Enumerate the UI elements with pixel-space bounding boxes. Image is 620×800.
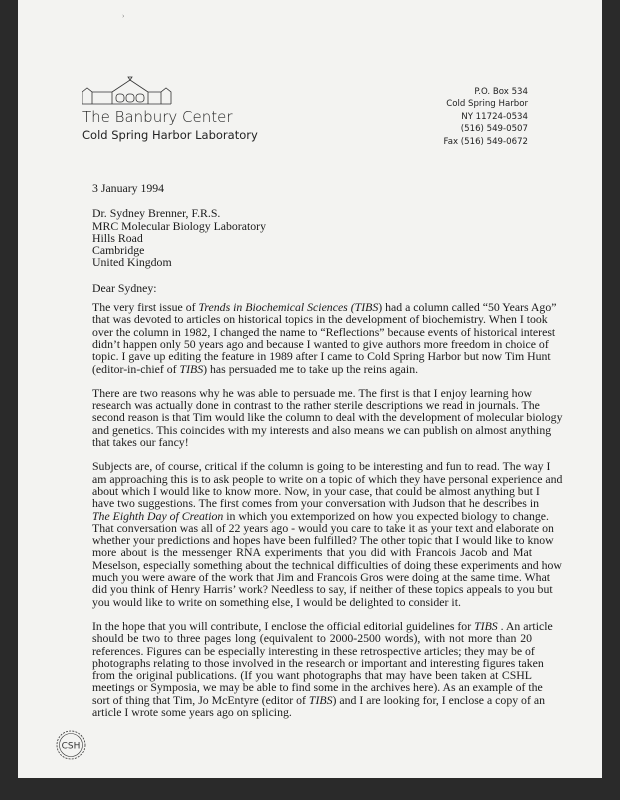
text-run: more about is the messenger RNA experiments that you did with Francois Jacob and Mat — [92, 545, 532, 560]
text-run: from the original publications. (If you want photographs that may have been taken at CSHL — [92, 668, 532, 683]
text-run: In the hope that you will contribute, I enclose the official editorial guidelines for — [92, 618, 475, 633]
recipient-address — [92, 207, 532, 268]
text-run: didn’t happen only 50 years ago and because I wanted to give authors more freedom in choice of — [92, 336, 549, 351]
text-line — [92, 706, 532, 718]
return-address — [444, 86, 528, 148]
scan-mark: › — [122, 12, 125, 20]
text-run: am approaching this is to ask people to write on a topic of which they have personal experience and — [92, 471, 563, 486]
text-run: you would like to write on something else, I would be delighted to consider it. — [92, 594, 461, 609]
text-run: meetings or Symposia, we may be able to find some in the archives here). As an example of the — [92, 680, 543, 695]
text-run: The very first issue of — [92, 300, 199, 315]
letter-date: 3 January 1994 — [92, 181, 165, 195]
italic-text: The Eighth Day of Creation — [92, 508, 224, 523]
italic-text: TIBS — [179, 361, 204, 376]
text-run: photographs relating to those involved in the research or important and interesting figures taken — [92, 655, 544, 670]
text-line — [92, 596, 532, 608]
text-run: over the column in 1982, I changed the name to “Reflections” because events of historical interest — [92, 324, 556, 339]
text-run: ) and I are looking for, I enclose a copy of an — [332, 692, 545, 707]
text-run: that takes our fancy! — [92, 435, 189, 450]
italic-text: TIBS — [308, 692, 333, 707]
text-run: and genetics. This coincides with my interests and also means we can publish on almost anything — [92, 422, 552, 437]
body-paragraph — [92, 300, 557, 376]
text-run: references. Figures can be especially interesting in these retrospective articles; they may be of — [92, 643, 535, 658]
address-line: P.O. Box 534 — [474, 87, 528, 97]
text-run: have two suggestions. The first comes from your conversation with Judson that he describes in — [92, 496, 539, 511]
body-paragraph — [92, 618, 553, 719]
recipient-line: MRC Molecular Biology Laboratory — [92, 218, 266, 233]
svg-text:CSH: CSH — [61, 741, 81, 752]
text-run: (editor-in-chief of — [92, 361, 180, 376]
text-run: about which I would like to know more. Now, in your case, that could be almost anything but I — [92, 483, 540, 498]
text-run: second reason is that Tim would like the column to deal with the development of molecular biology — [92, 410, 563, 425]
recipient-line: United Kingdom — [92, 255, 172, 270]
text-run: ) had a column called “50 Years Ago” — [378, 300, 557, 315]
body-paragraph — [92, 459, 563, 609]
text-run: should be two to three pages long (equivalent to 2000-2500 words), with not more than 20 — [92, 631, 532, 646]
recipient-line: Hills Road — [92, 230, 143, 245]
text-run: that was devoted to articles on historical topics in the development of biochemistry. When I took — [92, 312, 548, 327]
text-run: There are two reasons why he was able to persuade me. The first is that I enjoy learning how — [92, 385, 532, 400]
text-run: . An article — [497, 618, 553, 633]
text-run: That conversation was all of 22 years ago - would you care to take it as your text and elaborate on — [92, 520, 554, 535]
italic-text: TIBS — [474, 618, 498, 633]
italic-text: Trends in Biochemical Sciences (TIBS — [198, 300, 379, 315]
center-subtitle: Cold Spring Harbor Laboratory — [82, 128, 258, 142]
text-run: much you were aware of the work that Jim and Francois Gros were doing at the same time. What — [92, 570, 551, 585]
text-run: ) has persuaded me to take up the reins again. — [203, 361, 419, 376]
text-run: article I wrote some years ago on splicing. — [92, 704, 292, 719]
address-line: Cold Spring Harbor — [446, 99, 528, 110]
recipient-line: Cambridge — [92, 243, 145, 258]
text-run: Subjects are, of course, critical if the column is going to be interesting and fun to read. The way I — [92, 459, 551, 474]
address-line: NY 11724-0534 — [461, 111, 528, 122]
text-run: whether your predictions and hopes have been fulfilled? The other topic that I would like to know — [92, 533, 554, 548]
recipient-line: Dr. Sydney Brenner, F.R.S. — [92, 206, 221, 221]
banbury-building-logo — [82, 70, 172, 106]
center-name: The Banbury Center — [82, 108, 233, 126]
text-run: topic. I gave up editing the feature in 1989 after I came to Cold Spring Harbor but now Tim Hunt — [92, 349, 551, 364]
letter-page — [18, 0, 602, 778]
text-line — [92, 436, 532, 448]
fax: Fax (516) 549-0672 — [443, 136, 528, 147]
text-run: Meselson, especially something about the technical difficulties of doing these experiments and how — [92, 557, 562, 572]
text-run: in which you extemporized on how you expected biology to change. — [223, 508, 549, 523]
csh-seal-logo — [54, 728, 88, 762]
letter-body — [92, 181, 563, 719]
text-line — [92, 363, 532, 375]
body-paragraph — [92, 385, 563, 450]
text-run: research was actually done in contrast to the rather sterile descriptions we read in journals. The — [92, 398, 540, 413]
phone: (516) 549-0507 — [460, 124, 528, 135]
text-run: sort of thing that Tim, Jo McEntyre (editor of — [92, 692, 309, 707]
salutation: Dear Sydney: — [92, 280, 157, 295]
text-run: did you think of Henry Harris’ work? Needless to say, if neither of these topics appeals to you but — [92, 582, 553, 597]
